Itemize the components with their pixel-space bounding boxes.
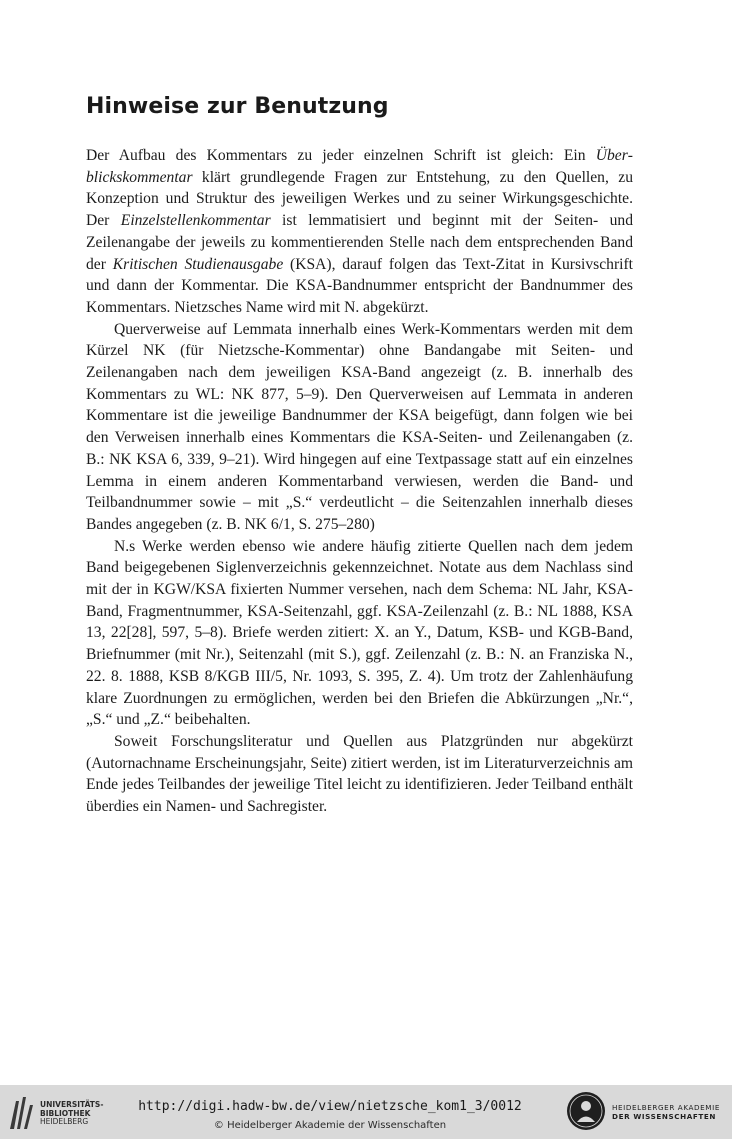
permalink-url[interactable]: http://digi.hadw-bw.de/view/nietzsche_kom1_3/0012 xyxy=(138,1099,522,1114)
footer-bar xyxy=(0,1085,732,1139)
ub-line-1: UNIVERSITÄTS- xyxy=(40,1100,104,1109)
italic-term: Einzelstellenkommentar xyxy=(120,212,271,230)
body-paragraph xyxy=(86,536,633,731)
ub-line-2: BIBLIOTHEK xyxy=(40,1108,91,1118)
hadw-logo[interactable] xyxy=(566,1091,730,1133)
hadw-line-1: HEIDELBERGER AKADEMIE xyxy=(612,1103,720,1112)
body-text xyxy=(86,145,633,818)
text-run: N.s Werke werden ebenso wie andere häufig zitierte Quellen nach dem jedem Band beigegebenen Siglenverzeichnis gekennzeichnet. Notate aus dem Nachlass sind mit der in KGW/KSA fixierten Nummer versehen, nach dem Schema: NL Jahr, KSA-Band, Fragmentnummer, KSA-Seitenzahl, ggf. KSA-Zeilenzahl (z. B.: NL 1888, KSA 13, 22[28], 597, 5–8). Briefe werden zitiert: X. an Y., Datum, KSB- und KGB-Band, Briefnummer (mit Nr.), Seitenzahl (mit S.), ggf. Zeilenzahl (z. B.: N. an Franziska N., 22. 8. 1888, KSB 8/KGB III/5, Nr. 1093, S. 395, Z. 4). Um trotz der Zahlenhäufung klare Zuordnungen zu ermöglichen, werden bei den Briefen die Abkürzungen „Nr.“, „S.“ und „Z.“ beibehalten. xyxy=(86,537,633,729)
copyright-notice: © Heidelberger Akademie der Wissenschaften xyxy=(213,1120,447,1131)
italic-term: Kritischen Studienausgabe xyxy=(112,255,284,273)
body-paragraph xyxy=(86,731,633,818)
body-paragraph xyxy=(86,319,633,536)
academy-seal-icon xyxy=(566,1091,606,1131)
text-run: Soweit Forschungsliteratur und Quellen aus Platzgründen nur abgekürzt (Autornachname Erscheinungsjahr, Seite) zitiert werden, ist im Literaturverzeichnis am Ende jedes Teilbandes der jeweilige Titel leicht zu identifizieren. Jeder Teilband enthält überdies ein Namen- und Sachregister. xyxy=(86,732,633,816)
text-run: Der Aufbau des Kommentars zu jeder einzelnen Schrift ist gleich: Ein xyxy=(86,147,596,164)
ub-heidelberg-mark-icon xyxy=(8,1093,36,1131)
text-run: klärt grundlegende Fragen zur Entstehung, zu den Quellen, zu Konzeption und Struktur des jeweiligen Werkes und zu seiner Wirkungsgeschichte. Der xyxy=(86,168,633,230)
ub-heidelberg-name xyxy=(40,1101,103,1127)
text-run: Querverweise auf Lemmata innerhalb eines Werk-Kommentars werden mit dem Kürzel NK (für Nietzsche-Kommentar) ohne Bandangabe mit Seiten- und Zeilenangaben nach dem jeweiligen KSA-Band angezeigt (z. B. innerhalb des Kommentars zu WL: NK 877, 5–9). Den Querverweisen auf Lemmata in anderen Kommentare ist die jeweilige Bandnummer der KSA beigefügt, dann folgen wie bei den Verweisen innerhalb eines Kommentars die KSA-Seiten- und Zeilenangaben (z. B.: NK KSA 6, 339, 9–21). Wird hingegen auf eine Textpassage statt auf ein einzelnes Lemma in einem anderen Kommentarband verwiesen, werden die Band- und Teilbandnummer sowie – mit „S.“ verdeutlicht – die Seitenzahlen innerhalb dieses Bandes angegeben (z. B. NK 6/1, S. 275–280) xyxy=(86,320,633,533)
hadw-name xyxy=(612,1104,720,1121)
ub-heidelberg-logo[interactable] xyxy=(8,1093,118,1131)
body-paragraph xyxy=(86,145,633,319)
text-run: (KSA), darauf folgen das Text-Zitat in Kursivschrift und dann der Kommentar. Die KSA-Bandnummer entspricht der Bandnummer des Kommentars. Nietzsches Name wird mit N. abgekürzt. xyxy=(86,255,633,316)
ub-line-3: HEIDELBERG xyxy=(40,1117,89,1127)
hadw-line-2: DER WISSENSCHAFTEN xyxy=(612,1111,717,1121)
italic-term: Überblickskommentar xyxy=(86,147,633,186)
text-run: ist lemmatisiert und beginnt mit der Seiten- und Zeilenangabe der jeweils zu kommentierenden Stelle nach dem entsprechenden Band der xyxy=(86,212,634,273)
page-title: Hinweise zur Benutzung xyxy=(86,94,389,119)
